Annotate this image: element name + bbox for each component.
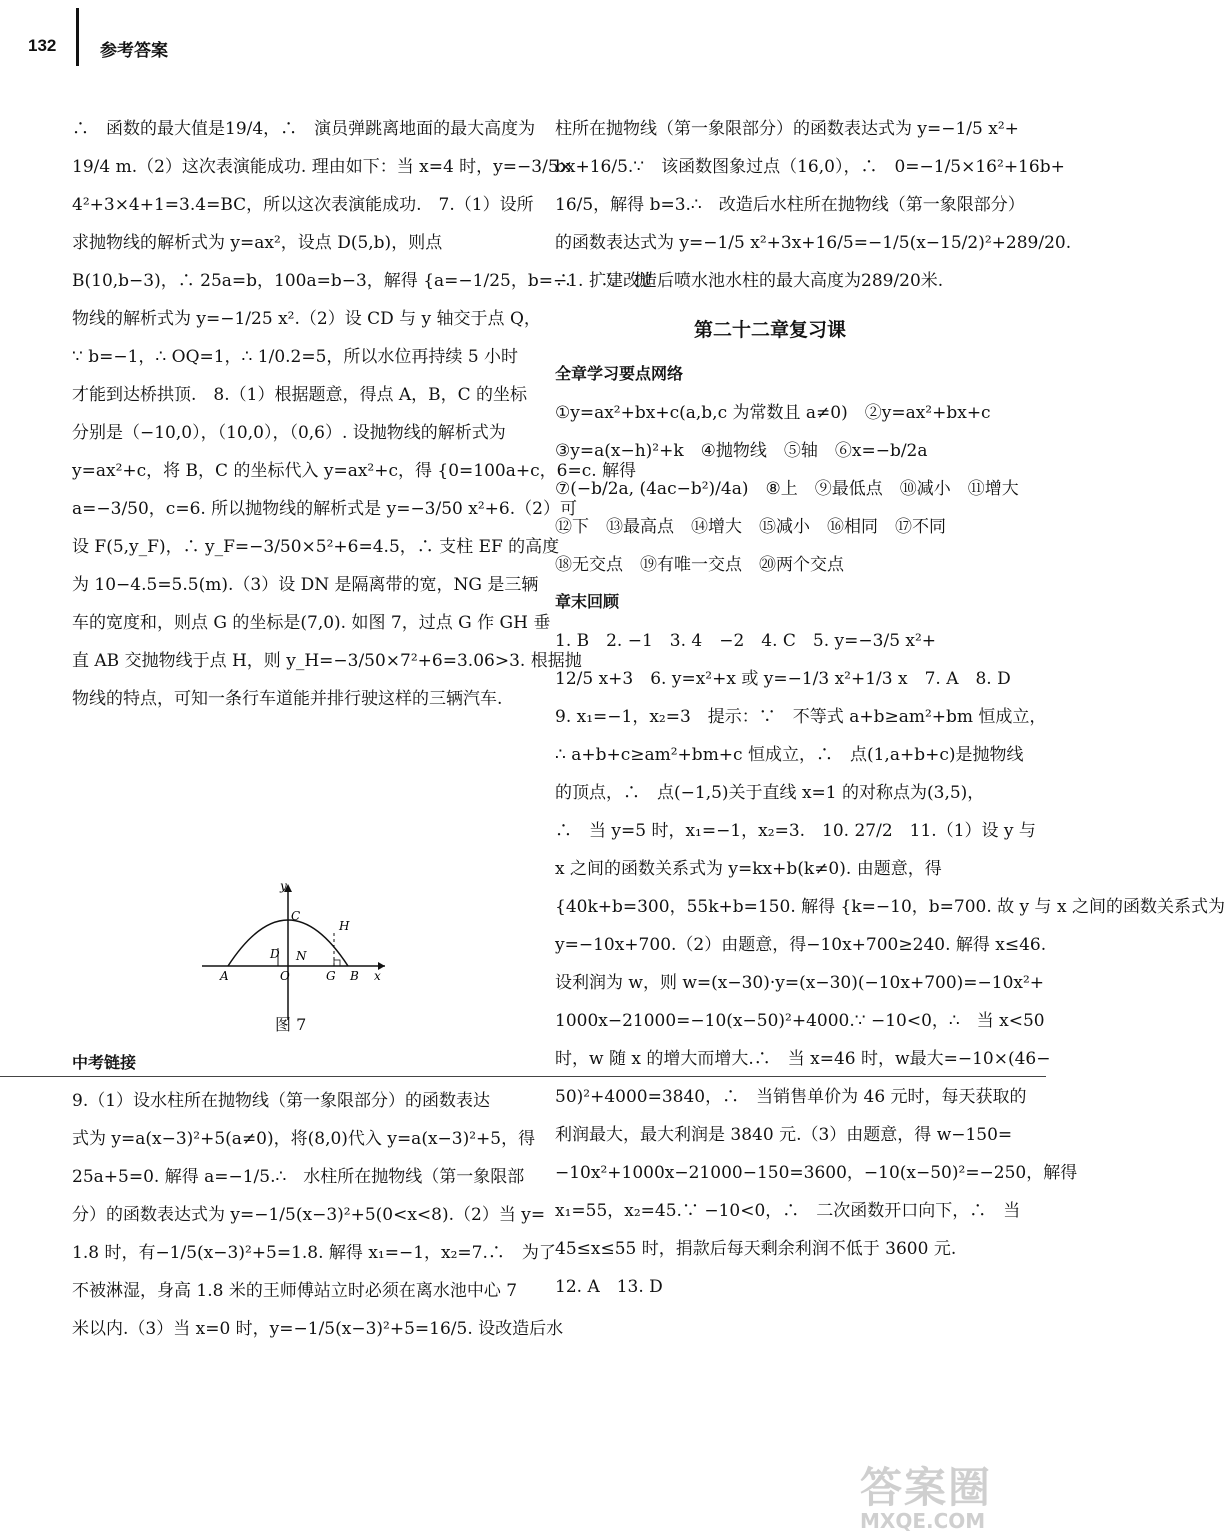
text-line: 9. x₁=−1，x₂=3 提示：∵ 不等式 a+b≥am²+bm 恒成立， — [555, 707, 1047, 727]
text-line: 的顶点，∴ 点(−1,5)关于直线 x=1 的对称点为(3,5)， — [555, 783, 985, 803]
text-line: −10x²+1000x−21000−150=3600，−10(x−50)²=−250，解得 — [555, 1163, 1078, 1183]
watermark-logo: 答案圈 MXQE.COM — [860, 1463, 993, 1533]
text-line: 1. B 2. −1 3. 4 −2 4. C 5. y=−3/5 x²+ — [555, 631, 937, 651]
text-line: 12. A 13. D — [555, 1277, 663, 1297]
text-line: 才能到达桥拱顶. 8.（1）根据题意，得点 A，B，C 的坐标 — [72, 385, 528, 405]
zhongkao-column — [72, 1082, 564, 1348]
right-angle-mark — [334, 960, 340, 966]
text-line: ①y=ax²+bx+c(a,b,c 为常数且 a≠0) ②y=ax²+bx+c — [555, 403, 991, 423]
text-line: ∴ 扩建改造后喷水池水柱的最大高度为289/20米. — [555, 271, 944, 291]
text-line: ∴ 当 y=5 时，x₁=−1，x₂=3. 10. 27/2 11.（1）设 y 与 — [555, 821, 1036, 841]
text-line: 9.（1）设水柱所在抛物线（第一象限部分）的函数表达 — [72, 1091, 491, 1111]
figure-caption: 图 7 — [275, 1015, 307, 1034]
text-line: 求抛物线的解析式为 y=ax²，设点 D(5,b)，则点 — [72, 233, 443, 253]
text-line: 为 10−4.5=5.5(m).（3）设 DN 是隔离带的宽，NG 是三辆 — [72, 575, 539, 595]
text-line: 1000x−21000=−10(x−50)²+4000.∵ −10<0，∴ 当 x<50 — [555, 1011, 1045, 1031]
text-line: 车的宽度和，则点 G 的坐标是(7,0). 如图 7，过点 G 作 GH 垂 — [72, 613, 551, 633]
label-g: G — [326, 969, 336, 983]
section-title: 第二十二章复习课 — [693, 320, 846, 341]
figure-7-parabola — [200, 880, 390, 1030]
text-line: 50)²+4000=3840，∴ 当销售单价为 46 元时，每天获取的 — [555, 1087, 1027, 1107]
text-line: 直 AB 交抛物线于点 H，则 y_H=−3/50×7²+6=3.06>3. 根据抛 — [72, 651, 582, 671]
label-b: B — [350, 969, 359, 983]
text-line: 分）的函数表达式为 y=−1/5(x−3)²+5(0<x<8).（2）当 y= — [72, 1205, 546, 1225]
text-line: 柱所在抛物线（第一象限部分）的函数表达式为 y=−1/5 x²+ — [555, 119, 1019, 139]
label-x: x — [374, 969, 381, 983]
text-line: B(10,b−3)，∴ 25a=b，100a=b−3，解得 {a=−1/25，b=−1. ∴ 抛 — [72, 271, 652, 291]
text-line: 物线的解析式为 y=−1/25 x².（2）设 CD 与 y 轴交于点 Q， — [72, 309, 541, 329]
label-h: H — [339, 919, 350, 933]
text-line: a=−3/50，c=6. 所以抛物线的解析式是 y=−3/50 x²+6.（2）可 — [72, 499, 577, 519]
text-line: bx+16/5.∵ 该函数图象过点（16,0），∴ 0=−1/5×16²+16b+ — [555, 157, 1065, 177]
text-line: 设利润为 w，则 w=(x−30)·y=(x−30)(−10x+700)=−10x²+ — [555, 973, 1045, 993]
text-line: ⑫下 ⑬最高点 ⑭增大 ⑮减小 ⑯相同 ⑰不同 — [555, 517, 946, 537]
text-line: 时，w 随 x 的增大而增大.∴ 当 x=46 时，w最大=−10×(46− — [555, 1049, 1051, 1069]
text-line: 4²+3×4+1=3.4=BC，所以这次表演能成功. 7.（1）设所 — [72, 195, 534, 215]
page-number: 132 — [28, 36, 57, 55]
text-line: x 之间的函数关系式为 y=kx+b(k≠0). 由题意，得 — [555, 859, 942, 879]
text-line: 16/5，解得 b=3.∴ 改造后水柱所在抛物线（第一象限部分） — [555, 195, 1025, 215]
text-line: 利润最大，最大利润是 3840 元.（3）由题意，得 w−150= — [555, 1125, 1013, 1145]
text-line: ∵ b=−1，∴ OQ=1，∴ 1/0.2=5，所以水位再持续 5 小时 — [72, 347, 519, 367]
text-line: 25a+5=0. 解得 a=−1/5.∴ 水柱所在抛物线（第一象限部 — [72, 1167, 525, 1187]
text-line: 45≤x≤55 时，捐款后每天剩余利润不低于 3600 元. — [555, 1239, 957, 1259]
text-line: ⑱无交点 ⑲有唯一交点 ⑳两个交点 — [555, 555, 844, 575]
review-title: 章末回顾 — [555, 594, 620, 611]
network-title: 全章学习要点网络 — [555, 366, 684, 383]
text-line: 不被淋湿，身高 1.8 米的王师傅站立时必须在离水池中心 7 — [72, 1281, 518, 1301]
text-line: 1.8 时，有−1/5(x−3)²+5=1.8. 解得 x₁=−1，x₂=7.∴ 为了 — [72, 1243, 556, 1263]
label-d: D — [270, 947, 280, 961]
label-o: O — [280, 969, 290, 983]
label-y: y — [280, 879, 287, 893]
text-line: 设 F(5,y_F)，∴ y_F=−3/50×5²+6=4.5，∴ 支柱 EF 的高度 — [72, 537, 560, 557]
label-a: A — [220, 969, 229, 983]
text-line: ⑦(−b/2a, (4ac−b²)/4a) ⑧上 ⑨最低点 ⑩减小 ⑪增大 — [555, 479, 1019, 499]
text-line: y=ax²+c，将 B，C 的坐标代入 y=ax²+c，得 {0=100a+c，6=c. 解得 — [72, 461, 637, 481]
text-line: ∴ 函数的最大值是19/4，∴ 演员弹跳离地面的最大高度为 — [72, 119, 536, 139]
text-line: 分别是（−10,0），（10,0），（0,6）. 设抛物线的解析式为 — [72, 423, 506, 443]
label-c: C — [291, 909, 301, 923]
header-title: 参考答案 — [100, 41, 168, 60]
text-line: 式为 y=a(x−3)²+5(a≠0)，将(8,0)代入 y=a(x−3)²+5，得 — [72, 1129, 536, 1149]
header-divider — [76, 8, 79, 66]
text-line: ③y=a(x−h)²+k ④抛物线 ⑤轴 ⑥x=−b/2a — [555, 441, 928, 461]
zhongkao-title: 中考链接 — [72, 1055, 137, 1072]
text-line: 物线的特点，可知一条行车道能并排行驶这样的三辆汽车. — [72, 689, 503, 709]
right-column — [555, 110, 1225, 1306]
text-line: 19/4 m.（2）这次表演能成功. 理由如下：当 x=4 时，y=−3/5× — [72, 157, 573, 177]
text-line: 米以内.（3）当 x=0 时，y=−1/5(x−3)²+5=16/5. 设改造后水 — [72, 1319, 564, 1339]
text-line: y=−10x+700.（2）由题意，得−10x+700≥240. 解得 x≤46. — [555, 935, 1047, 955]
text-line: ∴ a+b+c≥am²+bm+c 恒成立，∴ 点(1,a+b+c)是抛物线 — [555, 745, 1024, 765]
text-line: x₁=55，x₂=45.∵ −10<0，∴ 二次函数开口向下，∴ 当 — [555, 1201, 1021, 1221]
text-line: 12/5 x+3 6. y=x²+x 或 y=−1/3 x²+1/3 x 7. A 8. D — [555, 669, 1011, 689]
label-n: N — [296, 949, 307, 963]
text-line: 的函数表达式为 y=−1/5 x²+3x+16/5=−1/5(x−15/2)²+289/20. — [555, 233, 1072, 253]
text-line: {40k+b=300，55k+b=150. 解得 {k=−10，b=700. 故 y 与 x 之间的函数关系式为 — [555, 897, 1225, 917]
